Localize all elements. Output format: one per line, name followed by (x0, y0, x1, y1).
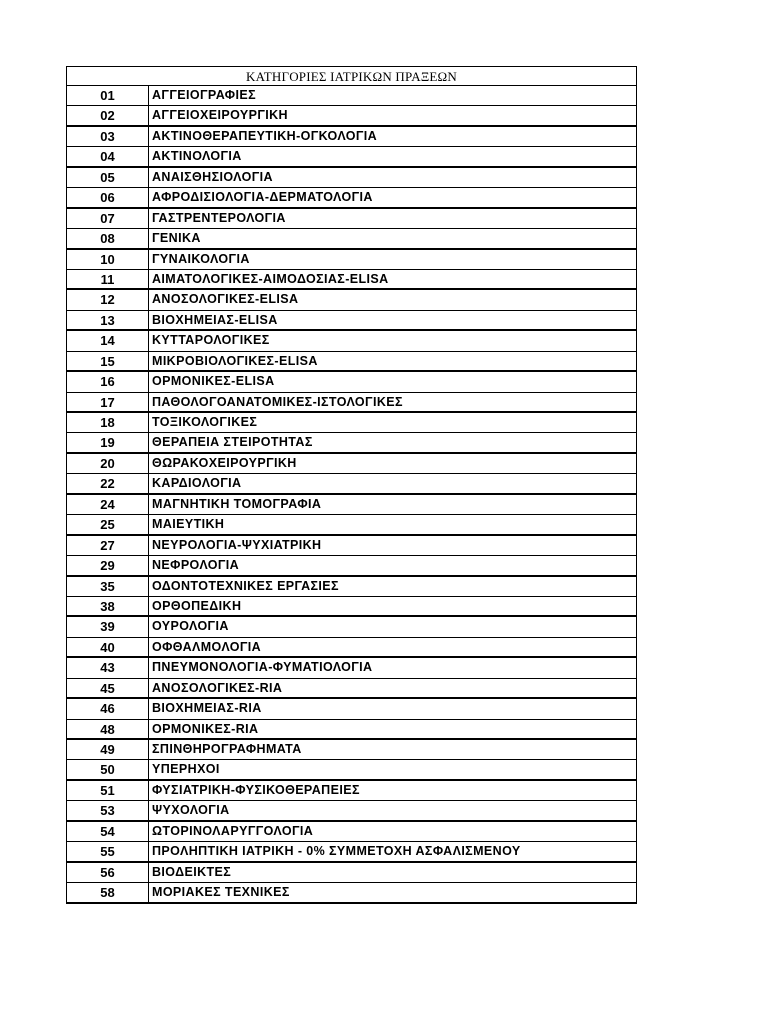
table-row (67, 393, 636, 413)
category-code: 03 (67, 127, 149, 146)
category-label: ΓΕΝΙΚΑ (152, 231, 201, 246)
table-row (67, 638, 636, 658)
category-label: ΜΙΚΡΟΒΙΟΛΟΓΙΚΕΣ-ELISA (152, 353, 318, 368)
table-row (67, 883, 636, 903)
category-code: 29 (67, 556, 149, 574)
categories-table (66, 66, 637, 904)
category-code: 45 (67, 679, 149, 697)
category-label: ΚΥΤΤΑΡΟΛΟΓΙΚΕΣ (152, 333, 270, 348)
table-row (67, 720, 636, 740)
category-code: 54 (67, 822, 149, 841)
category-label: ΟΡΜΟΝΙΚΕΣ-ELISA (152, 374, 275, 389)
category-code: 20 (67, 454, 149, 473)
table-row (67, 515, 636, 535)
category-code: 58 (67, 883, 149, 901)
category-code: 39 (67, 617, 149, 636)
category-code: 07 (67, 209, 149, 228)
category-label: ΟΔΟΝΤΟΤΕΧΝΙΚΕΣ ΕΡΓΑΣΙΕΣ (152, 578, 339, 593)
category-label: ΟΡΜΟΝΙΚΕΣ-RIA (152, 721, 259, 736)
table-row (67, 474, 636, 494)
category-label: ΑΝΑΙΣΘΗΣΙΟΛΟΓΙΑ (152, 169, 273, 184)
category-label: ΘΕΡΑΠΕΙΑ ΣΤΕΙΡΟΤΗΤΑΣ (152, 435, 313, 450)
table-row (67, 413, 636, 433)
category-label: ΑΦΡΟΔΙΣΙΟΛΟΓΙΑ-ΔΕΡΜΑΤΟΛΟΓΙΑ (152, 190, 373, 205)
table-row (67, 86, 636, 106)
category-code: 02 (67, 106, 149, 124)
category-code: 14 (67, 331, 149, 350)
category-code: 50 (67, 760, 149, 778)
table-row (67, 597, 636, 617)
table-row (67, 290, 636, 310)
category-label: ΑΝΟΣΟΛΟΓΙΚΕΣ-ELISA (152, 292, 299, 307)
table-row (67, 556, 636, 576)
table-row (67, 209, 636, 229)
category-code: 24 (67, 495, 149, 514)
category-label: ΑΓΓΕΙΟΧΕΙΡΟΥΡΓΙΚΗ (152, 108, 288, 123)
category-label: ΜΑΓΝΗΤΙΚΗ ΤΟΜΟΓΡΑΦΙΑ (152, 496, 322, 511)
table-row (67, 577, 636, 597)
category-label: ΥΠΕΡΗΧΟΙ (152, 762, 220, 777)
category-label: ΤΟΞΙΚΟΛΟΓΙΚΕΣ (152, 415, 258, 429)
category-code: 46 (67, 699, 149, 718)
table-row (67, 106, 636, 126)
category-code: 19 (67, 433, 149, 451)
table-row (67, 352, 636, 372)
table-row (67, 250, 636, 270)
category-code: 56 (67, 863, 149, 882)
category-code: 15 (67, 352, 149, 370)
category-code: 48 (67, 720, 149, 738)
category-code: 27 (67, 536, 149, 555)
table-row (67, 372, 636, 392)
table-row (67, 822, 636, 842)
category-code: 16 (67, 372, 149, 391)
table-row (67, 679, 636, 699)
category-code: 18 (67, 413, 149, 432)
category-label: ΑΝΟΣΟΛΟΓΙΚΕΣ-RIA (152, 680, 283, 695)
category-code: 35 (67, 577, 149, 596)
table-row (67, 801, 636, 821)
category-label: ΠΡΟΛΗΠΤΙΚΗ ΙΑΤΡΙΚΗ - 0% ΣΥΜΜΕΤΟΧΗ ΑΣΦΑΛΙΣΜΕΝΟΥ (152, 844, 521, 859)
category-code: 55 (67, 842, 149, 860)
category-label: ΨΥΧΟΛΟΓΙΑ (152, 803, 230, 818)
table-title: ΚΑΤΗΓΟΡΙΕΣ ΙΑΤΡΙΚΩΝ ΠΡΑΞΕΩΝ (67, 67, 636, 86)
category-label: ΝΕΥΡΟΛΟΓΙΑ-ΨΥΧΙΑΤΡΙΚΗ (152, 537, 322, 552)
table-row (67, 740, 636, 760)
category-code: 10 (67, 250, 149, 269)
category-label: ΑΙΜΑΤΟΛΟΓΙΚΕΣ-ΑΙΜΟΔΟΣΙΑΣ-ELISA (152, 271, 389, 286)
table-row (67, 168, 636, 188)
table-row (67, 147, 636, 167)
table-row (67, 454, 636, 474)
category-label: ΚΑΡΔΙΟΛΟΓΙΑ (152, 476, 242, 491)
category-code: 43 (67, 658, 149, 677)
table-row (67, 495, 636, 515)
category-code: 08 (67, 229, 149, 247)
category-code: 06 (67, 188, 149, 206)
category-code: 17 (67, 393, 149, 411)
table-row (67, 331, 636, 351)
category-code: 53 (67, 801, 149, 819)
category-label: ΠΝΕΥΜΟΝΟΛΟΓΙΑ-ΦΥΜΑΤΙΟΛΟΓΙΑ (152, 660, 373, 675)
category-code: 25 (67, 515, 149, 533)
table-row (67, 781, 636, 801)
table-row (67, 229, 636, 249)
category-code: 22 (67, 474, 149, 492)
table-row (67, 699, 636, 719)
category-label: ΒΙΟΔΕΙΚΤΕΣ (152, 864, 232, 879)
category-label: ΓΑΣΤΡΕΝΤΕΡΟΛΟΓΙΑ (152, 210, 286, 225)
table-row (67, 760, 636, 780)
category-code: 04 (67, 147, 149, 165)
table-row (67, 536, 636, 556)
category-label: ΒΙΟΧΗΜΕΙΑΣ-ELISA (152, 312, 278, 327)
table-row (67, 270, 636, 290)
table-row (67, 188, 636, 208)
category-label: ΜΑΙΕΥΤΙΚΗ (152, 517, 225, 532)
category-code: 40 (67, 638, 149, 656)
table-row (67, 863, 636, 883)
table-row (67, 127, 636, 147)
category-label: ΑΚΤΙΝΟΛΟΓΙΑ (152, 149, 242, 164)
category-code: 12 (67, 290, 149, 309)
category-code: 49 (67, 740, 149, 759)
table-body (67, 86, 636, 904)
table-row (67, 617, 636, 637)
category-label: ΜΟΡΙΑΚΕΣ ΤΕΧΝΙΚΕΣ (152, 885, 290, 900)
category-code: 51 (67, 781, 149, 800)
category-code: 13 (67, 311, 149, 329)
table-row (67, 433, 636, 453)
category-label: ΒΙΟΧΗΜΕΙΑΣ-RIA (152, 701, 262, 716)
category-code: 05 (67, 168, 149, 187)
table-row (67, 842, 636, 862)
category-label: ΟΥΡΟΛΟΓΙΑ (152, 619, 229, 634)
category-label: ΠΑΘΟΛΟΓΟΑΝΑΤΟΜΙΚΕΣ-ΙΣΤΟΛΟΓΙΚΕΣ (152, 394, 403, 409)
category-label: ΟΡΘΟΠΕΔΙΚΗ (152, 598, 242, 613)
table-row (67, 311, 636, 331)
category-label: ΓΥΝΑΙΚΟΛΟΓΙΑ (152, 251, 250, 266)
category-label: ΦΥΣΙΑΤΡΙΚΗ-ΦΥΣΙΚΟΘΕΡΑΠΕΙΕΣ (152, 782, 360, 797)
category-label: ΑΓΓΕΙΟΓΡΑΦΙΕΣ (152, 88, 256, 102)
category-label: ΣΠΙΝΘΗΡΟΓΡΑΦΗΜΑΤΑ (152, 742, 302, 756)
category-label: ΘΩΡΑΚΟΧΕΙΡΟΥΡΓΙΚΗ (152, 455, 297, 470)
category-label: ΑΚΤΙΝΟΘΕΡΑΠΕΥΤΙΚΗ-ΟΓΚΟΛΟΓΙΑ (152, 128, 378, 143)
category-code: 38 (67, 597, 149, 615)
category-code: 11 (67, 270, 149, 288)
category-label: ΩΤΟΡΙΝΟΛΑΡΥΓΓΟΛΟΓΙΑ (152, 823, 314, 838)
category-label: ΝΕΦΡΟΛΟΓΙΑ (152, 558, 240, 573)
category-code: 01 (67, 86, 149, 105)
table-row (67, 658, 636, 678)
category-label: ΟΦΘΑΛΜΟΛΟΓΙΑ (152, 639, 262, 654)
